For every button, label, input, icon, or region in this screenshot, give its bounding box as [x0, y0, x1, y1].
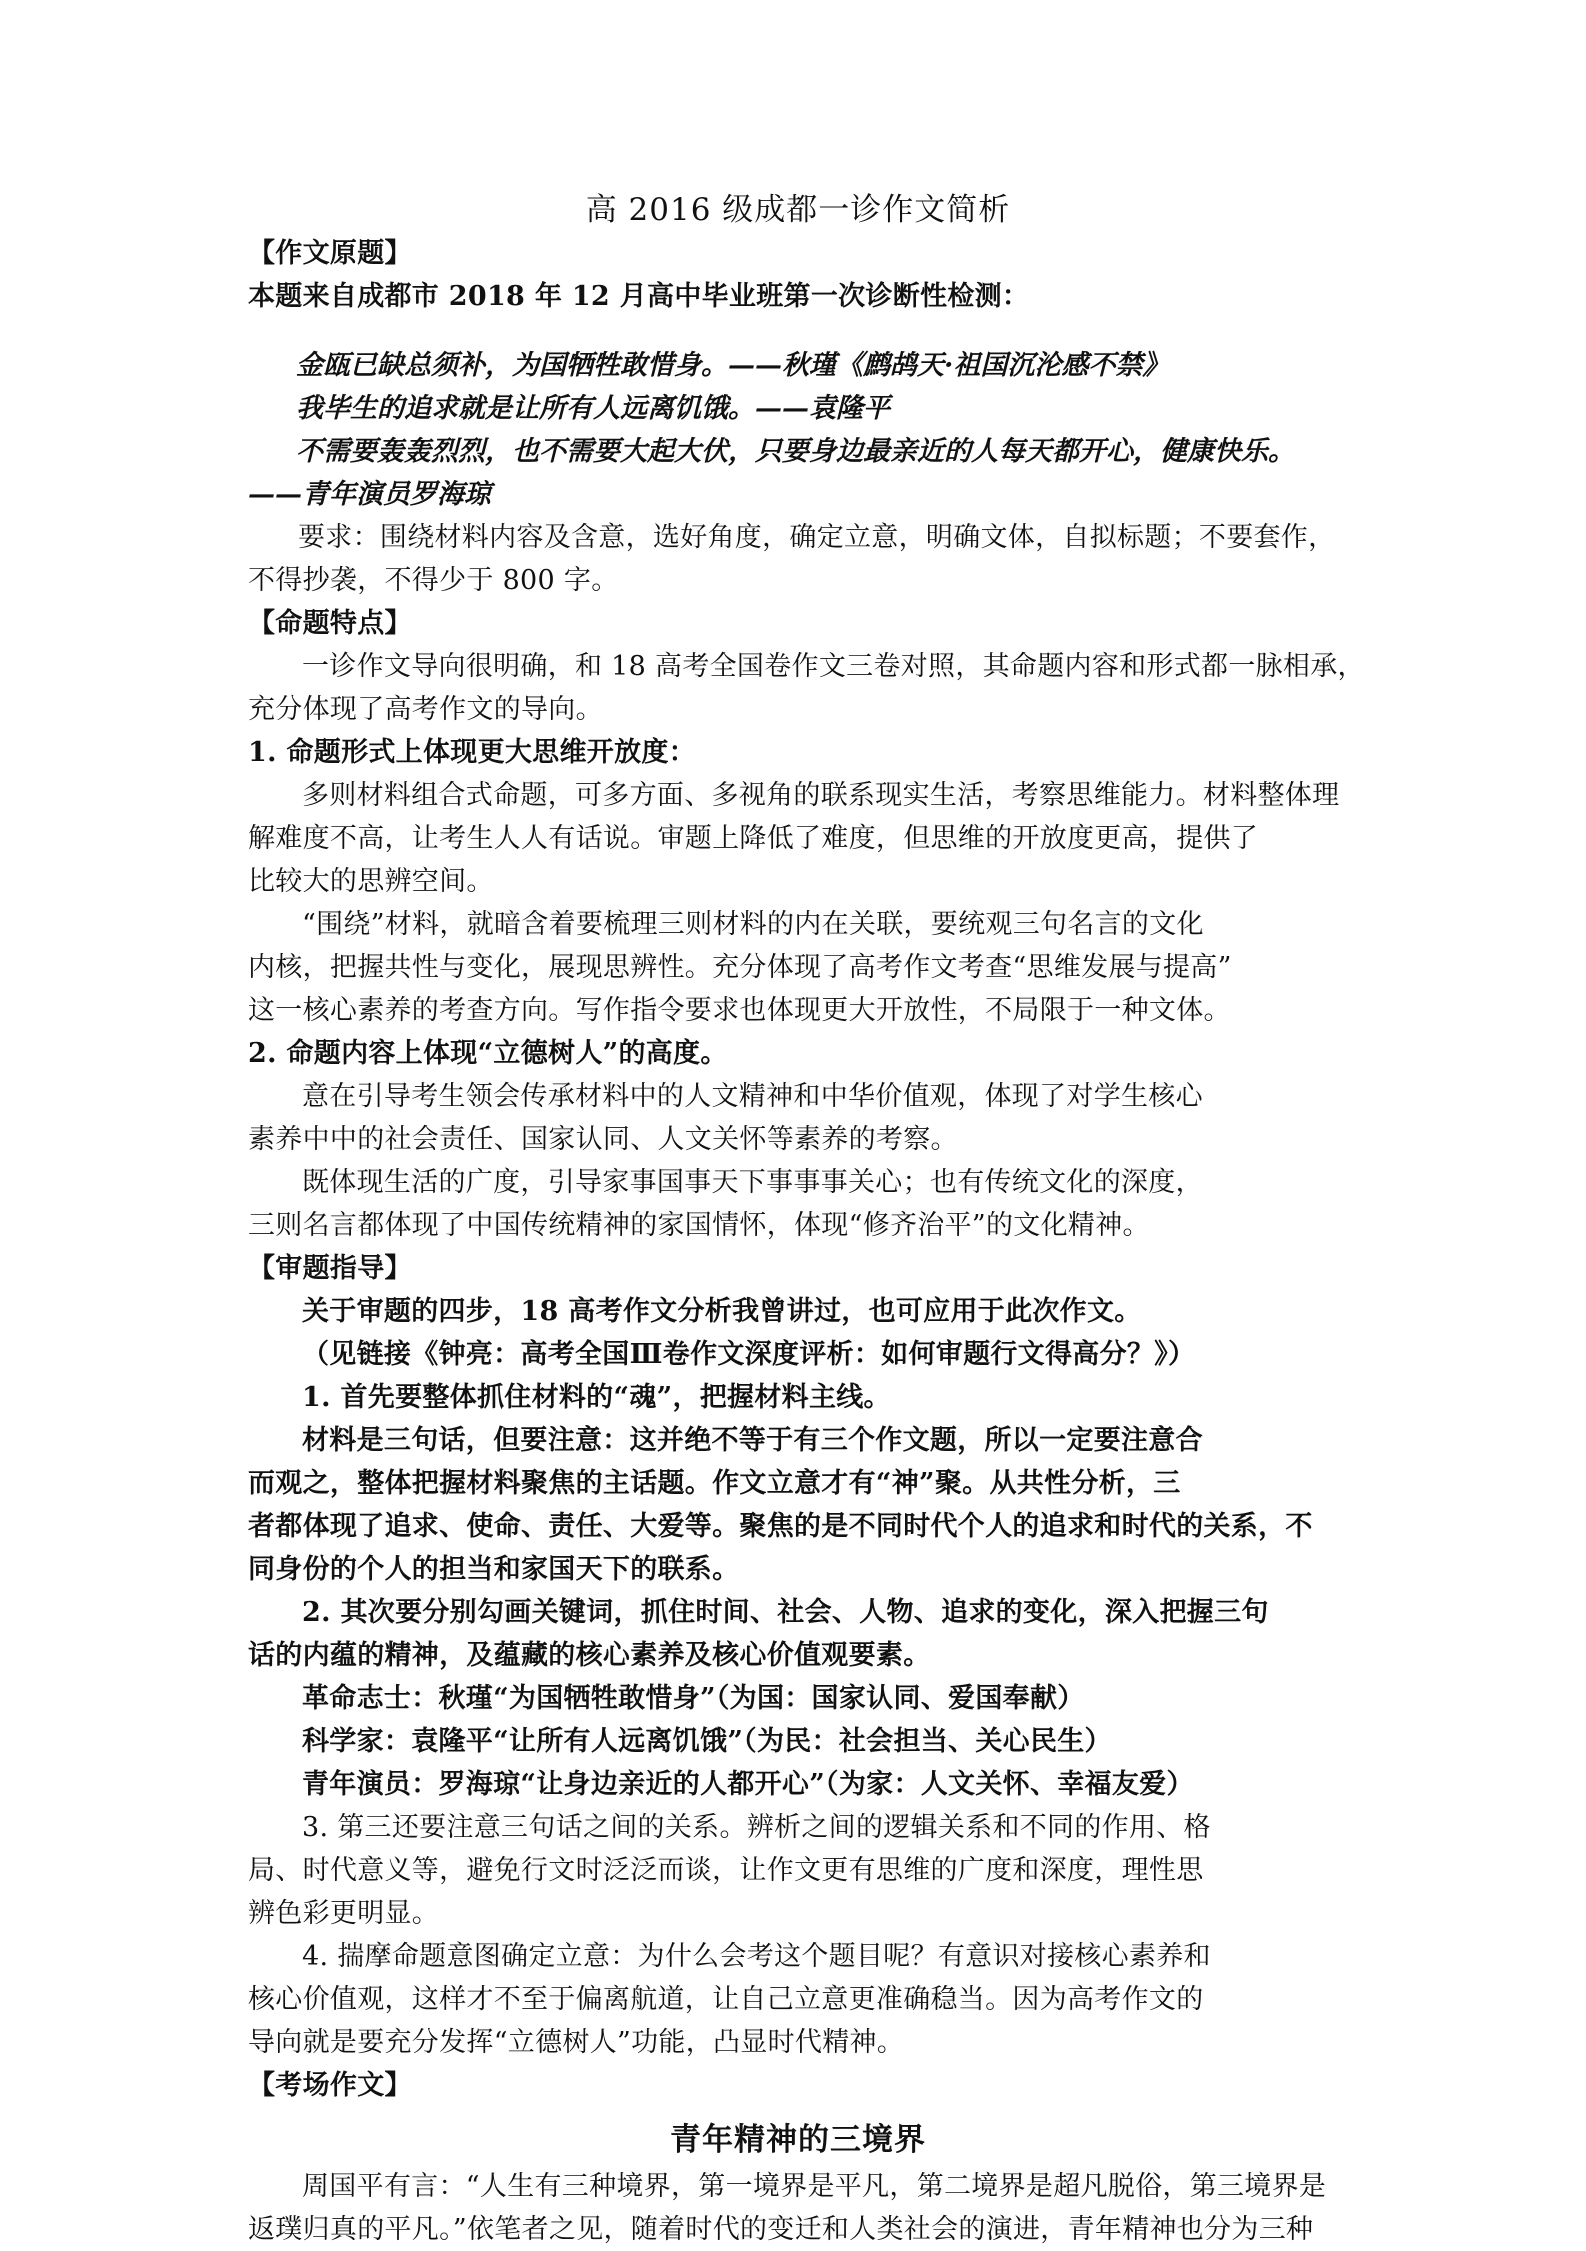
point1-title: 1. 命题形式上体现更大思维开放度： [248, 737, 696, 768]
document-page [248, 188, 1365, 2251]
point2-p1-line2: 素养中中的社会责任、国家认同、人文关怀等素养的考察。 [248, 1124, 958, 1155]
step4-body-line1: 4. 揣摩命题意图确定立意：为什么会考这个题目呢？有意识对接核心素养和 [302, 1941, 1211, 1972]
point1-p2-line1: “围绕”材料，就暗含着要梳理三则材料的内在关联，要统观三句名言的文化 [302, 909, 1204, 940]
step3-body-line3: 辨色彩更明显。 [248, 1898, 440, 1929]
step2-body-line2: 话的内蕴的精神，及蕴藏的核心素养及核心价值观要素。 [248, 1640, 931, 1671]
point1-p2-line3: 这一核心素养的考查方向。写作指令要求也体现更大开放性，不局限于一种文体。 [248, 995, 1231, 1026]
step2-item-yuanlongping: 科学家：袁隆平“让所有人远离饥饿”（为民：社会担当、关心民生） [302, 1726, 1112, 1757]
essay-body-line2: 返璞归真的平凡。”依笔者之见，随着时代的变迁和人类社会的演进，青年精神也分为三种 [248, 2214, 1314, 2245]
requirement-line-1: 要求：围绕材料内容及含意，选好角度，确定立意，明确文体，自拟标题；不要套作， [298, 522, 1336, 553]
point1-p2-line2: 内核，把握共性与变化，展现思辨性。充分体现了高考作文考查“思维发展与提高” [248, 952, 1232, 983]
step3-body-line2: 局、时代意义等，避免行文时泛泛而谈，让作文更有思维的广度和深度，理性思 [248, 1855, 1204, 1886]
section-header-guide: 【审题指导】 [248, 1253, 412, 1284]
features-intro-2: 充分体现了高考作文的导向。 [248, 694, 603, 725]
features-intro-1: 一诊作文导向很明确，和 18 高考全国卷作文三卷对照，其命题内容和形式都一脉相承， [302, 651, 1365, 682]
section-header-essay: 【考场作文】 [248, 2070, 412, 2101]
document-title: 高 2016 级成都一诊作文简析 [585, 192, 1011, 228]
step2-body-line1: 2. 其次要分别勾画关键词，抓住时间、社会、人物、追求的变化，深入把握三句 [302, 1597, 1269, 1628]
section-header-features: 【命题特点】 [248, 608, 412, 639]
step1-body-line2: 而观之，整体把握材料聚焦的主话题。作文立意才有“神”聚。从共性分析，三 [248, 1468, 1181, 1499]
point2-p1-line1: 意在引导考生领会传承材料中的人文精神和中华价值观，体现了对学生核心 [302, 1081, 1203, 1112]
quote-qiujin: 金瓯已缺总须补，为国牺牲敢惜身。——秋瑾《鹧鸪天·祖国沉沦感不禁》 [296, 350, 1170, 381]
quote-luohaiqiong: 不需要轰轰烈烈，也不需要大起大伏，只要身边最亲近的人每天都开心，健康快乐。 [296, 436, 1295, 467]
step3-body-line1: 3. 第三还要注意三句话之间的关系。辨析之间的逻辑关系和不同的作用、格 [302, 1812, 1211, 1843]
point1-p1-line1: 多则材料组合式命题，可多方面、多视角的联系现实生活，考察思维能力。材料整体理 [302, 780, 1340, 811]
quote-luohaiqiong-attribution: ——青年演员罗海琼 [248, 479, 491, 510]
requirement-line-2: 不得抄袭，不得少于 800 字。 [248, 565, 619, 596]
point1-p1-line3: 比较大的思辨空间。 [248, 866, 494, 897]
spacer [248, 318, 1348, 344]
step1-body-line1: 材料是三句话，但要注意：这并绝不等于有三个作文题，所以一定要注意合 [302, 1425, 1203, 1456]
step1-title: 1. 首先要整体抓住材料的“魂”，把握材料主线。 [302, 1382, 891, 1413]
step4-body-line3: 导向就是要充分发挥“立德树人”功能，凸显时代精神。 [248, 2027, 905, 2058]
step1-body-line4: 同身份的个人的担当和家国天下的联系。 [248, 1554, 740, 1585]
source-line: 本题来自成都市 2018 年 12 月高中毕业班第一次诊断性检测： [248, 281, 1030, 312]
point2-title: 2. 命题内容上体现“立德树人”的高度。 [248, 1038, 728, 1069]
point1-p1-line2: 解难度不高，让考生人人有话说。审题上降低了难度，但思维的开放度更高，提供了 [248, 823, 1259, 854]
step4-body-line2: 核心价值观，这样才不至于偏离航道，让自己立意更准确稳当。因为高考作文的 [248, 1984, 1204, 2015]
point2-p2-line1: 既体现生活的广度，引导家事国事天下事事事关心；也有传统文化的深度， [302, 1167, 1203, 1198]
step2-item-luohaiqiong: 青年演员：罗海琼“让身边亲近的人都开心”（为家：人文关怀、幸福友爱） [302, 1769, 1194, 1800]
essay-title: 青年精神的三境界 [670, 2122, 926, 2158]
step2-item-qiujin: 革命志士：秋瑾“为国牺牲敢惜身”（为国：国家认同、爱国奉献） [302, 1683, 1085, 1714]
essay-body-line1: 周国平有言：“人生有三种境界，第一境界是平凡，第二境界是超凡脱俗，第三境界是 [302, 2171, 1327, 2202]
step1-body-line3: 者都体现了追求、使命、责任、大爱等。聚焦的是不同时代个人的追求和时代的关系，不 [248, 1511, 1313, 1542]
guide-link[interactable]: （见链接《钟亮：高考全国Ⅲ卷作文深度评析：如何审题行文得高分？》） [302, 1339, 1196, 1370]
quote-yuanlongping: 我毕生的追求就是让所有人远离饥饿。——袁隆平 [296, 393, 890, 424]
guide-intro: 关于审题的四步，18 高考作文分析我曾讲过，也可应用于此次作文。 [302, 1296, 1142, 1327]
section-header-original-prompt: 【作文原题】 [248, 238, 412, 269]
point2-p2-line2: 三则名言都体现了中国传统精神的家国情怀，体现“修齐治平”的文化精神。 [248, 1210, 1150, 1241]
